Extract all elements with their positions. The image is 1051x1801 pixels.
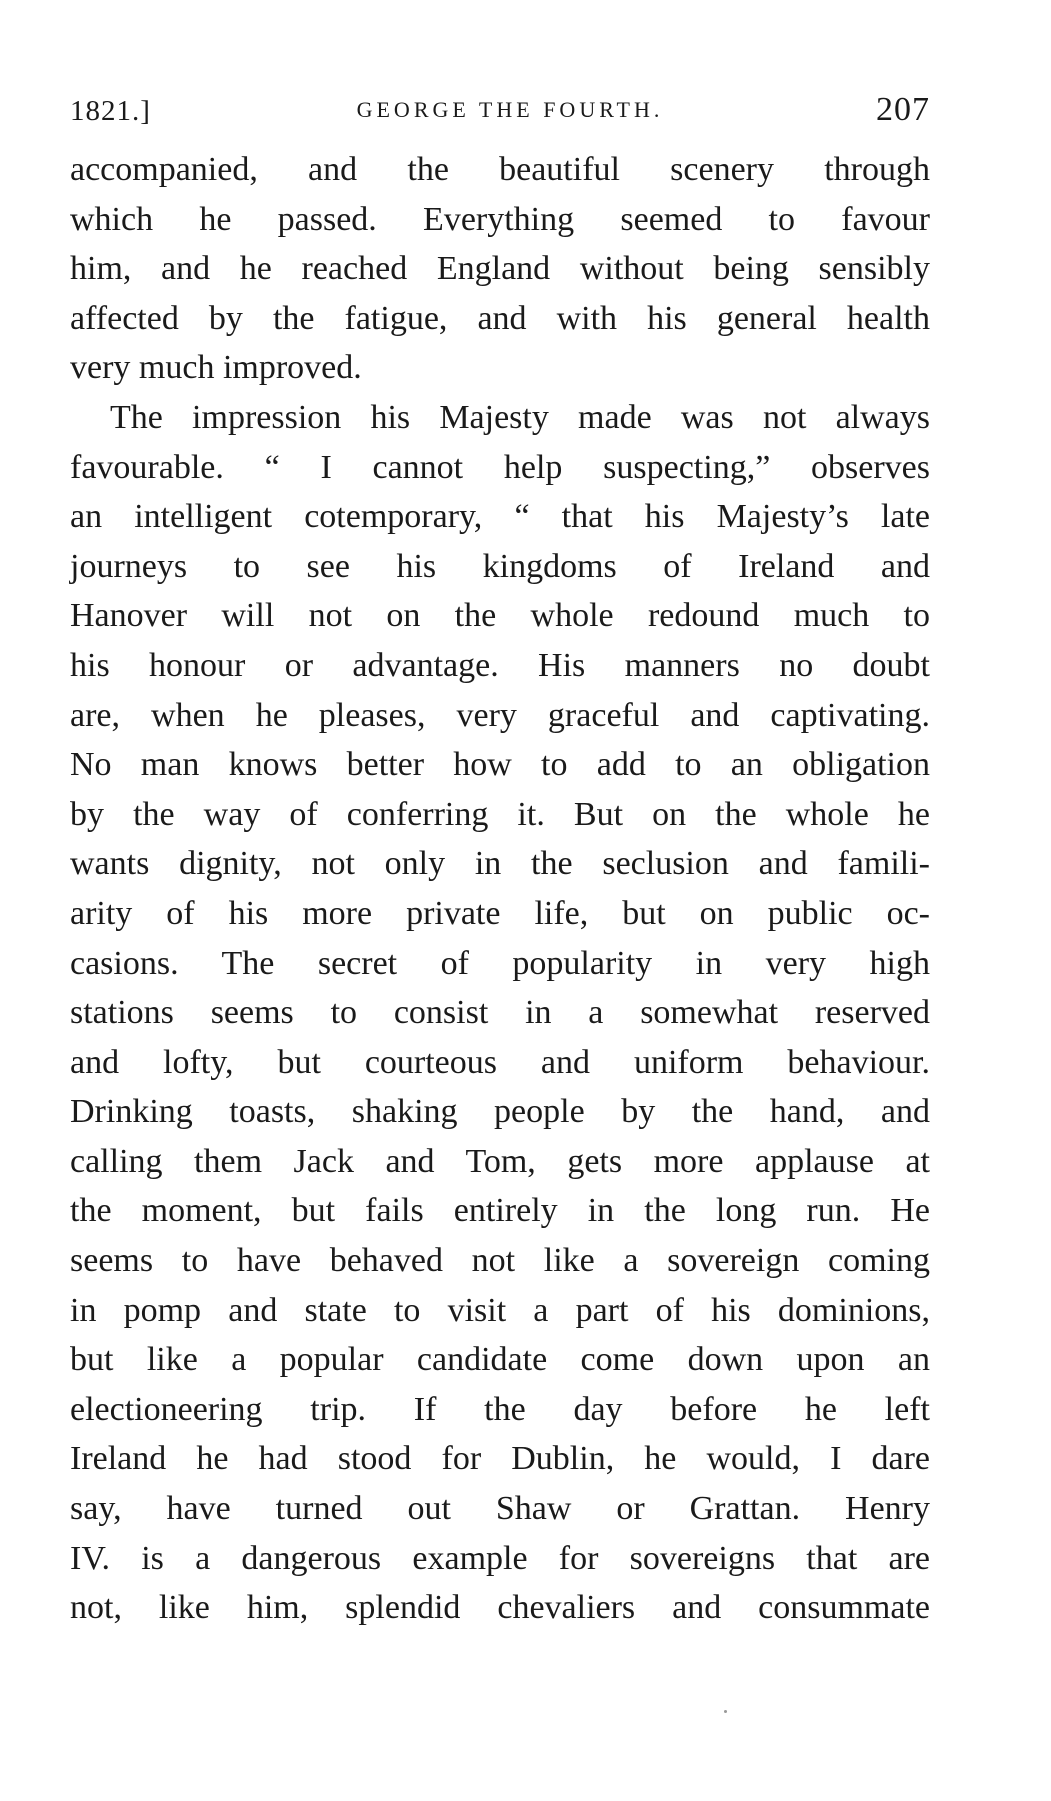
text-line: electioneering trip. If the day before he left: [70, 1390, 930, 1428]
scan-speck: [724, 1710, 727, 1713]
text-line: but like a popular candidate come down upon an: [70, 1341, 930, 1379]
text-line: the moment, but fails entirely in the long run. He: [70, 1192, 930, 1230]
text-line: an intelligent cotemporary, “ that his Majesty’s late: [70, 498, 930, 536]
text-line: IV. is a dangerous example for sovereigns that are: [70, 1539, 930, 1577]
text-line: and lofty, but courteous and uniform behaviour.: [70, 1043, 930, 1081]
header-year: 1821.]: [70, 95, 151, 127]
text-line: him, and he reached England without being sensibly: [70, 250, 930, 288]
text-line: Hanover will not on the whole redound much to: [70, 597, 930, 635]
text-line: accompanied, and the beautiful scenery through: [70, 151, 930, 188]
page-number: 207: [876, 91, 930, 128]
text-line: arity of his more private life, but on public oc-: [70, 894, 930, 932]
text-line: Drinking toasts, shaking people by the hand, and: [70, 1093, 930, 1131]
paragraph-end-line: very much improved.: [70, 349, 362, 387]
text-line: stations seems to consist in a somewhat reserved: [70, 994, 930, 1032]
text-line: calling them Jack and Tom, gets more applause at: [70, 1142, 930, 1180]
text-line: which he passed. Everything seemed to favour: [70, 200, 930, 238]
text-line: affected by the fatigue, and with his general health: [70, 299, 930, 337]
text-line: Ireland he had stood for Dublin, he would, I dare: [70, 1440, 930, 1478]
text-line: by the way of conferring it. But on the whole he: [70, 795, 930, 833]
text-line: seems to have behaved not like a sovereign coming: [70, 1242, 930, 1280]
text-line: favourable. “ I cannot help suspecting,” observes: [70, 448, 930, 486]
text-line: wants dignity, not only in the seclusion and famili-: [70, 845, 930, 883]
body-text: [70, 145, 930, 1633]
text-line: say, have turned out Shaw or Grattan. Henry: [70, 1490, 930, 1528]
text-line: his honour or advantage. His manners no doubt: [70, 646, 930, 684]
text-line: casions. The secret of popularity in very high: [70, 944, 930, 982]
running-header: [70, 91, 930, 135]
text-line: journeys to see his kingdoms of Ireland and: [70, 547, 930, 585]
text-line: No man knows better how to add to an obligation: [70, 746, 930, 784]
text-line: are, when he pleases, very graceful and captivating.: [70, 696, 930, 734]
text-line: not, like him, splendid chevaliers and consummate: [70, 1589, 930, 1627]
header-title: GEORGE THE FOURTH.: [356, 97, 664, 122]
paragraph-start-line: The impression his Majesty made was not always: [110, 398, 930, 436]
text-line: in pomp and state to visit a part of his dominions,: [70, 1291, 930, 1329]
